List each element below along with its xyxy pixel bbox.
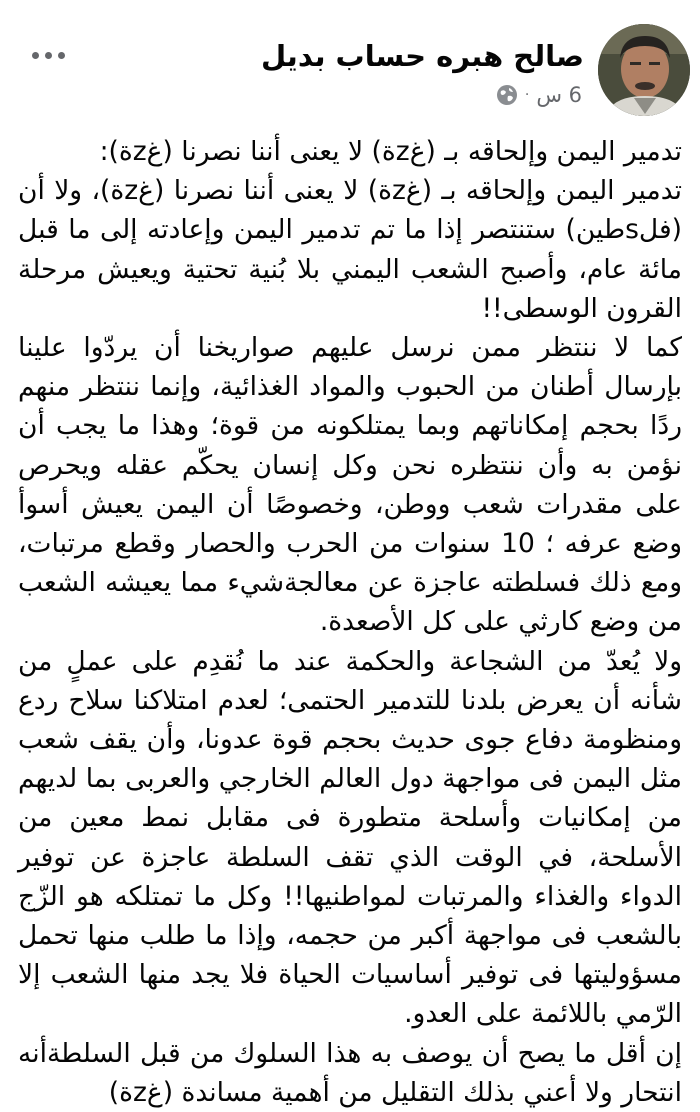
author-name[interactable]: صالح هبره حساب بديل — [261, 39, 584, 73]
author-avatar[interactable] — [598, 24, 690, 116]
globe-icon[interactable] — [496, 84, 518, 106]
more-options-icon — [32, 52, 39, 59]
post-paragraph: تدمير اليمن وإلحاقه بـ (غzة) لا يعنى أننا نصرنا (غzة): — [99, 136, 682, 167]
more-options-button[interactable] — [24, 40, 72, 70]
post-meta — [496, 82, 582, 108]
post-header — [0, 0, 700, 125]
meta-separator: · — [524, 87, 530, 103]
post-paragraph: إن أقل ما يصح أن يوصف به هذا السلوك من قبل السلطةأنه انتحار ولا أعني بذلك التقليل من أهمية مساندة (غzة) — [18, 1037, 682, 1108]
post-time[interactable]: 6 س — [536, 83, 582, 107]
more-options-icon — [58, 52, 65, 59]
post-body — [18, 132, 682, 1112]
post-paragraph: ولا يُعدّ من الشجاعة والحكمة عند ما نُقدِم على عملٍ من شأنه أن يعرض بلدنا للتدمير الحتمى؛ لعدم امتلاكنا سلاح ردع ومنظومة دفاع جوى حديث بحجم قوة عدونا، وأن يقف شعب مثل اليمن فى مواجهة دول العالم الخارجي والعربى بما لديهم من إمكانيات وأسلحة متطورة فى مقابل نمط معين من الأسلحة، في الوقت الذي تقف السلطة عاجزة عن توفير الدواء والغذاء والمرتبات لمواطنيها!! وكل ما تمتلكه هو الزّج بالشعب فى مواجهة أكبر من حجمه، وإذا ما طلب منها تحمل مسؤوليتها فى توفير أساسيات الحياة فلا يجد منها الشعب إلا الرّمي باللائمة على العدو. — [18, 645, 682, 1030]
author-photo-icon — [598, 24, 690, 116]
post-paragraph: تدمير اليمن وإلحاقه بـ (غzة) لا يعنى أننا نصرنا (غzة)، ولا أن (فلsطين) ستنتصر إذا ما تم تدمير اليمن وإعادته إلى ما قبل مائة عام، وأصبح الشعب اليمني بلا بُنية تحتية ويعيش مرحلة القرون الوسطى!! — [18, 175, 682, 324]
post-paragraph: كما لا ننتظر ممن نرسل عليهم صواريخنا أن يردّوا علينا بإرسال أطنان من الحبوب والمواد الغذائية، وإنما ننتظر منهم ردًا بحجم إمكاناتهم وبما يمتلكونه من قوة؛ وهذا ما يجب أن نؤمن به وأن ننتظره نحن وكل إنسان يحكّم عقله ويحرص على مقدرات شعب ووطن، وخصوصًا أن اليمن يعيش أسوأ وضع عرفه ؛ 10 سنوات من الحرب والحصار وقطع مرتبات، ومع ذلك فسلطته عاجزة عن معالجةشيء مما يعيشه الشعب من وضع كارثي على كل الأصعدة. — [18, 332, 683, 638]
more-options-icon — [45, 52, 52, 59]
